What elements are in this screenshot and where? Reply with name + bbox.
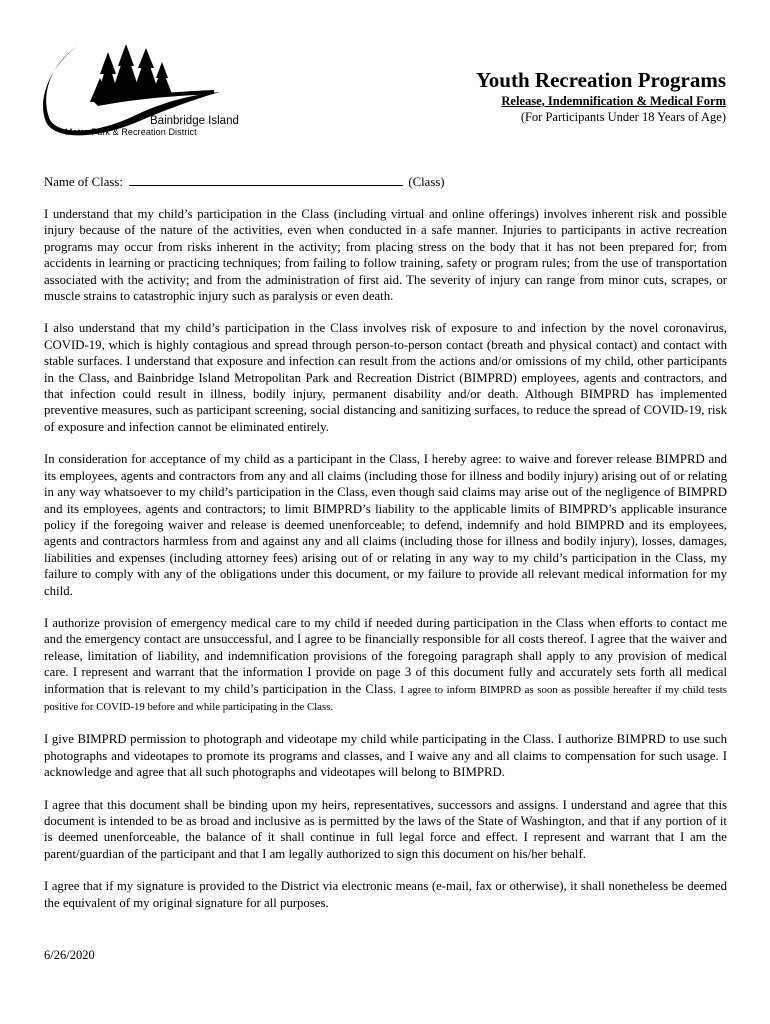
- class-name-field-row: [44, 173, 445, 190]
- footer-date: 6/26/2020: [44, 948, 95, 962]
- risk-paragraph: I understand that my child’s participation in the Class (including virtual and online offerings) involves inherent risk and possible injury because of the nature of the activities, even when conducted in a safe manner. Injuries to participants in active recreation programs may occur from risks inherent in the activity; from placing stress on the body that it has not been prepared for; from accidents in learning or practicing techniques; from failing to follow training, safety or program rules; from the use of transportation associated with the activity; and from the administration of first aid. The severity of injury can range from minor cuts, scrapes, or muscle strains to catastrophic injury such as paralysis or even death.: [44, 207, 727, 304]
- class-name-input[interactable]: [129, 173, 403, 186]
- class-name-label: Name of Class:: [44, 175, 123, 189]
- medical-paragraph-covid-notice: I agree to inform BIMPRD as soon as possible hereafter if my child tests positive for COVID-19 before and while participating in the Class.: [44, 683, 728, 713]
- covid-paragraph: I also understand that my child’s participation in the Class involves risk of exposure to and infection by the novel coronavirus, COVID-19, which is highly contagious and spread through person-to-person contact (breath and physical contact) and contact with stable surfaces. I understand that exposure and infection can result from the actions and/or omissions of my child, other participants in the Class, and Bainbridge Island Metropolitan Park and Recreation District (BIMPRD) employees, agents and contractors, and that infection could result in illness, bodily injury, permanent disability and/or death. Although BIMPRD has implemented preventive measures, such as participant screening, social distancing and sanitizing surfaces, to reduce the spread of COVID-19, risk of exposure and infection cannot be eliminated entirely.: [44, 321, 727, 434]
- signature-paragraph: I agree that if my signature is provided to the District via electronic means (e-mail, fax or otherwise), it shall nonetheless be deemed the equivalent of my original signature for all purposes.: [44, 879, 727, 910]
- medical-paragraph-main: I authorize provision of emergency medical care to my child if needed during participation in the Class when efforts to contact me and the emergency contact are unsuccessful, and I agree to be financially responsible for all costs thereof. I agree that the waiver and release, limitation of liability, and indemnification provisions of the foregoing paragraph shall apply to any provision of medical care. I represent and warrant that the information I provide on page 3 of this document fully and accurately sets forth all medical information that is relevant to my child’s participation in the Class.: [44, 615, 727, 696]
- form-subtitle: Release, Indemnification & Medical Form: [501, 94, 726, 108]
- release-paragraph: In consideration for acceptance of my child as a participant in the Class, I hereby agree: to waive and forever release BIMPRD and its employees, agents and contractors from any and all claims (including those for illness and bodily injury) arising out of or relating in any way whatsoever to my child’s participation in the Class, even though said claims may arise out of the negligence of BIMPRD and its employees, agents and contractors; to limit BIMPRD’s liability to the applicable limits of BIMPRD’s applicable insurance policy if the foregoing waiver and release is deemed unenforceable; to defend, indemnify and hold BIMPRD and its employees, agents and contractors harmless from and against any and all claims (including those for illness and bodily injury), losses, damages, liabilities and expenses (including attorney fees) arising out of or relating in any way to my child’s participation in the Class, my failure to comply with any of the obligations under this document, or my failure to provide all relevant medical information for my child.: [44, 452, 727, 598]
- district-logo: [38, 38, 239, 140]
- logo-subname: Metro Park & Recreation District: [65, 127, 197, 137]
- form-body: [44, 206, 727, 927]
- binding-paragraph: I agree that this document shall be binding upon my heirs, representatives, successors and assigns. I understand and agree that this document is intended to be as broad and inclusive as is permitted by the laws of the State of Washington, and that if any portion of it is deemed unenforceable, the balance of it shall continue in full legal force and effect. I represent and warrant that I am the parent/guardian of the participant and that I am legally authorized to sign this document on his/her behalf.: [44, 797, 727, 861]
- medical-paragraph: [44, 615, 727, 715]
- photo-paragraph: I give BIMPRD permission to photograph and videotape my child while participating in the Class. I authorize BIMPRD to use such photographs and videotapes to promote its programs and classes, and I waive any and all claims to compensation for such usage. I acknowledge and agree that all such photographs and videotapes will belong to BIMPRD.: [44, 732, 727, 780]
- logo-name: Bainbridge Island: [150, 115, 239, 127]
- class-suffix-label: (Class): [408, 175, 445, 189]
- form-header: [476, 68, 726, 125]
- form-note: (For Participants Under 18 Years of Age): [520, 110, 726, 124]
- page-title: Youth Recreation Programs: [475, 68, 726, 92]
